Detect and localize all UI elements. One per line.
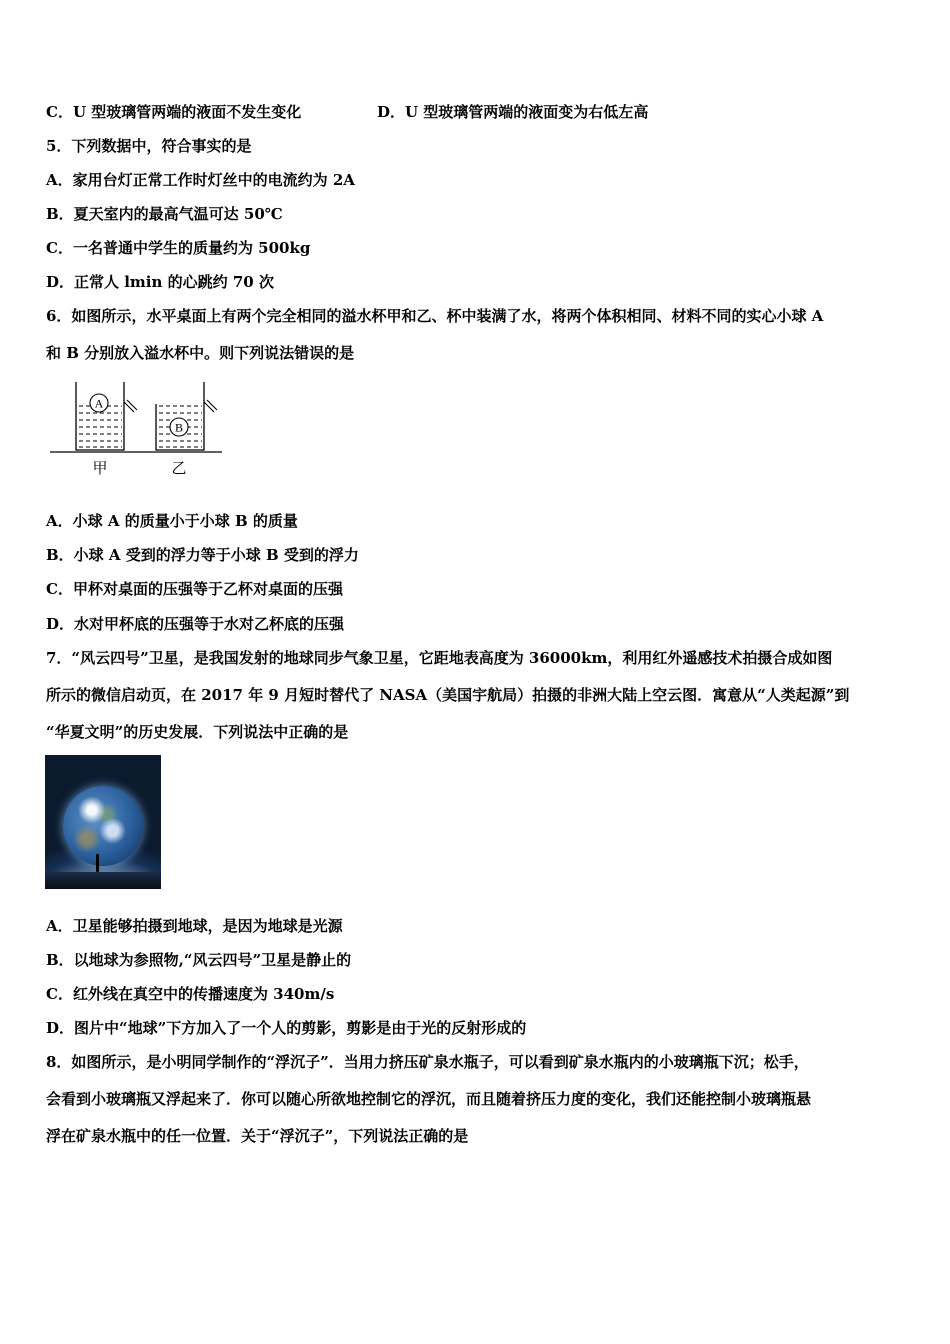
q7-stem-line1: 7．“风云四号”卫星，是我国发射的地球同步气象卫星，它距地表高度为 36000km，利用红外遥感技术拍摄合成如图 [46, 649, 833, 667]
ball-b-label: B [174, 420, 184, 435]
person-silhouette [96, 854, 99, 872]
q7-option-c: C．红外线在真空中的传播速度为 340m/s [46, 985, 335, 1003]
q7-option-d: D．图片中“地球”下方加入了一个人的剪影，剪影是由于光的反射形成的 [46, 1019, 527, 1037]
q6-option-a: A．小球 A 的质量小于小球 B 的质量 [46, 512, 298, 530]
q8-stem-line2: 会看到小玻璃瓶又浮起来了．你可以随心所欲地控制它的浮沉，而且随着挤压力度的变化，我们还能控制小玻璃瓶悬 [46, 1090, 812, 1108]
cup-yi [156, 382, 217, 450]
q8-stem-line3: 浮在矿泉水瓶中的任一位置．关于“浮沉子”，下列说法正确的是 [46, 1127, 469, 1145]
q5-option-d: D．正常人 lmin 的心跳约 70 次 [46, 273, 274, 291]
q7-stem-line2: 所示的微信启动页，在 2017 年 9 月短时替代了 NASA（美国宇航局）拍摄的非洲大陆上空云图．寓意从“人类起源”到 [46, 686, 850, 704]
q4-option-d: D．U 型玻璃管两端的液面变为右低左高 [377, 103, 649, 121]
q7-option-b: B．以地球为参照物,“风云四号”卫星是静止的 [46, 951, 352, 969]
q6-stem-line1: 6．如图所示，水平桌面上有两个完全相同的溢水杯甲和乙、杯中装满了水，将两个体积相同、材料不同的实心小球 A [46, 307, 824, 325]
q5-option-a: A．家用台灯正常工作时灯丝中的电流约为 2A [46, 171, 355, 189]
q7-option-a: A．卫星能够拍摄到地球，是因为地球是光源 [46, 917, 343, 935]
q6-stem-line2: 和 B 分别放入溢水杯中。则下列说法错误的是 [46, 344, 355, 362]
q8-stem-line1: 8．如图所示，是小明同学制作的“浮沉子”．当用力挤压矿泉水瓶子，可以看到矿泉水瓶内的小玻璃瓶下沉；松手， [46, 1053, 809, 1071]
label-jia: 甲 [92, 459, 108, 477]
ball-a-label: A [94, 396, 104, 411]
q7-stem-line3: “华夏文明”的历史发展．下列说法中正确的是 [46, 723, 349, 741]
label-yi: 乙 [171, 459, 187, 477]
earth-planet [63, 786, 143, 866]
q5-stem: 5．下列数据中，符合事实的是 [46, 137, 252, 155]
earth-photo [45, 755, 161, 889]
cup-jia [76, 382, 137, 450]
q6-option-d: D．水对甲杯底的压强等于水对乙杯底的压强 [46, 615, 345, 633]
earth-horizon [45, 872, 161, 889]
q5-option-c: C．一名普通中学生的质量约为 500kg [46, 239, 311, 257]
q6-option-b: B．小球 A 受到的浮力等于小球 B 受到的浮力 [46, 546, 359, 564]
overflow-cups-figure [46, 376, 226, 480]
q4-option-c: C．U 型玻璃管两端的液面不发生变化 [46, 103, 302, 121]
q6-option-c: C．甲杯对桌面的压强等于乙杯对桌面的压强 [46, 580, 343, 598]
q5-option-b: B．夏天室内的最高气温可达 50℃ [46, 205, 283, 223]
